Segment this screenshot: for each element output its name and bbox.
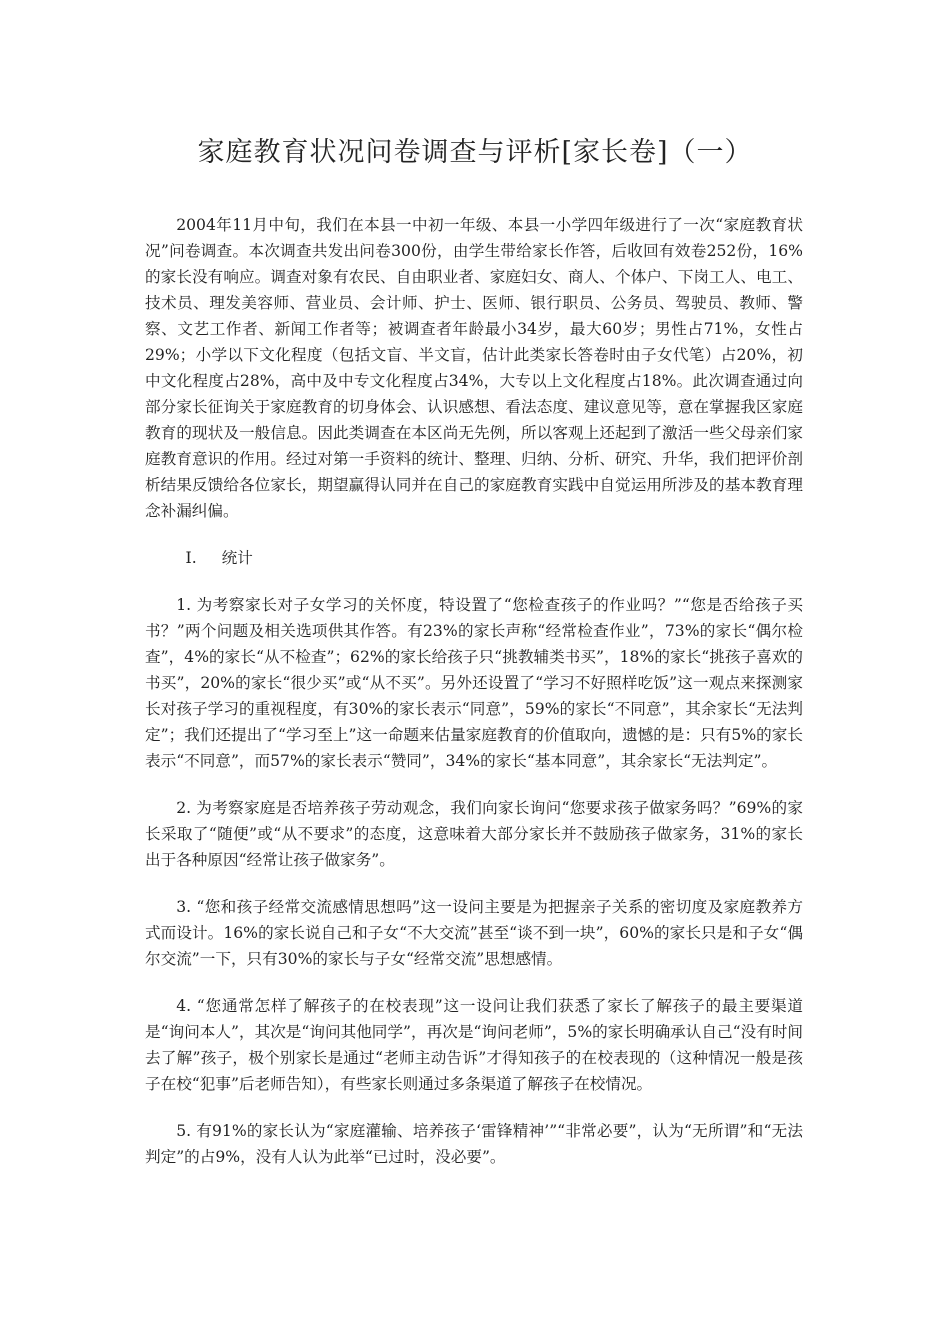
section-number: I. [185,549,197,567]
intro-paragraph: 2004年11月中旬，我们在本县一中初一年级、本县一小学四年级进行了一次“家庭教育状况”问卷调查。本次调查共发出问卷300份，由学生带给家长作答，后收回有效卷252份，16%的家长没有响应。调查对象有农民、自由职业者、家庭妇女、商人、个体户、下岗工人、电工、技术员、理发美容师、营业员、会计师、护士、医师、银行职员、公务员、驾驶员、教师、警察、文艺工作者、新闻工作者等；被调查者年龄最小34岁，最大60岁；男性占71%，女性占29%；小学以下文化程度（包括文盲、半文盲，估计此类家长答卷时由子女代笔）占20%，初中文化程度占28%，高中及中专文化程度占34%，大专以上文化程度占18%。此次调查通过向部分家长征询关于家庭教育的切身体会、认识感想、看法态度、建议意见等，意在掌握我区家庭教育的现状及一般信息。因此类调查在本区尚无先例，所以客观上还起到了激活一些父母亲们家庭教育意识的作用。经过对第一手资料的统计、整理、归纳、分析、研究、升华，我们把评价剖析结果反馈给各位家长，期望赢得认同并在自己的家庭教育实践中自觉运用所涉及的基本教育理念补漏纠偏。 [145,216,803,520]
section-heading [145,545,803,571]
survey-item-3: 3. “您和孩子经常交流感情思想吗”这一设问主要是为把握亲子关系的密切度及家庭教养方式而设计。16%的家长说自己和子女“不大交流”甚至“谈不到一块”，60%的家长只是和子女“偶尔交流”一下，只有30%的家长与子女“经常交流”思想感情。 [145,898,803,968]
section-title: 统计 [221,549,253,567]
survey-item-5: 5. 有91%的家长认为“家庭灌输、培养孩子‘雷锋精神’”“非常必要”，认为“无所谓”和“无法判定”的占9%，没有人认为此举“已过时，没必要”。 [145,1122,803,1166]
document-body [145,212,803,1191]
document-title: 家庭教育状况问卷调查与评析[家长卷]（一） [197,137,753,168]
survey-item-4: 4. “您通常怎样了解孩子的在校表现”这一设问让我们获悉了家长了解孩子的最主要渠道是“询问本人”，其次是“询问其他同学”，再次是“询问老师”，5%的家长明确承认自己“没有时间去了解”孩子，极个别家长是通过“老师主动告诉”才得知孩子的在校表现的（这种情况一般是孩子在校“犯事”后老师告知），有些家长则通过多条渠道了解孩子在校情况。 [145,997,803,1093]
survey-item-1: 1. 为考察家长对子女学习的关怀度，特设置了“您检查孩子的作业吗？”“您是否给孩子买书？”两个问题及相关选项供其作答。有23%的家长声称“经常检查作业”，73%的家长“偶尔检查”，4%的家长“从不检查”；62%的家长给孩子只“挑教辅类书买”，18%的家长“挑孩子喜欢的书买”，20%的家长“很少买”或“从不买”。另外还设置了“学习不好照样吃饭”这一观点来探测家长对孩子学习的重视程度，有30%的家长表示“同意”，59%的家长“不同意”，其余家长“无法判定”；我们还提出了“学习至上”这一命题来估量家庭教育的价值取向，遗憾的是：只有5%的家长表示“不同意”，而57%的家长表示“赞同”，34%的家长“基本同意”，其余家长“无法判定”。 [145,596,803,770]
survey-item-2: 2. 为考察家庭是否培养孩子劳动观念，我们向家长询问“您要求孩子做家务吗？”69%的家长采取了“随便”或“从不要求”的态度，这意味着大部分家长并不鼓励孩子做家务，31%的家长出于各种原因“经常让孩子做家务”。 [145,799,803,869]
